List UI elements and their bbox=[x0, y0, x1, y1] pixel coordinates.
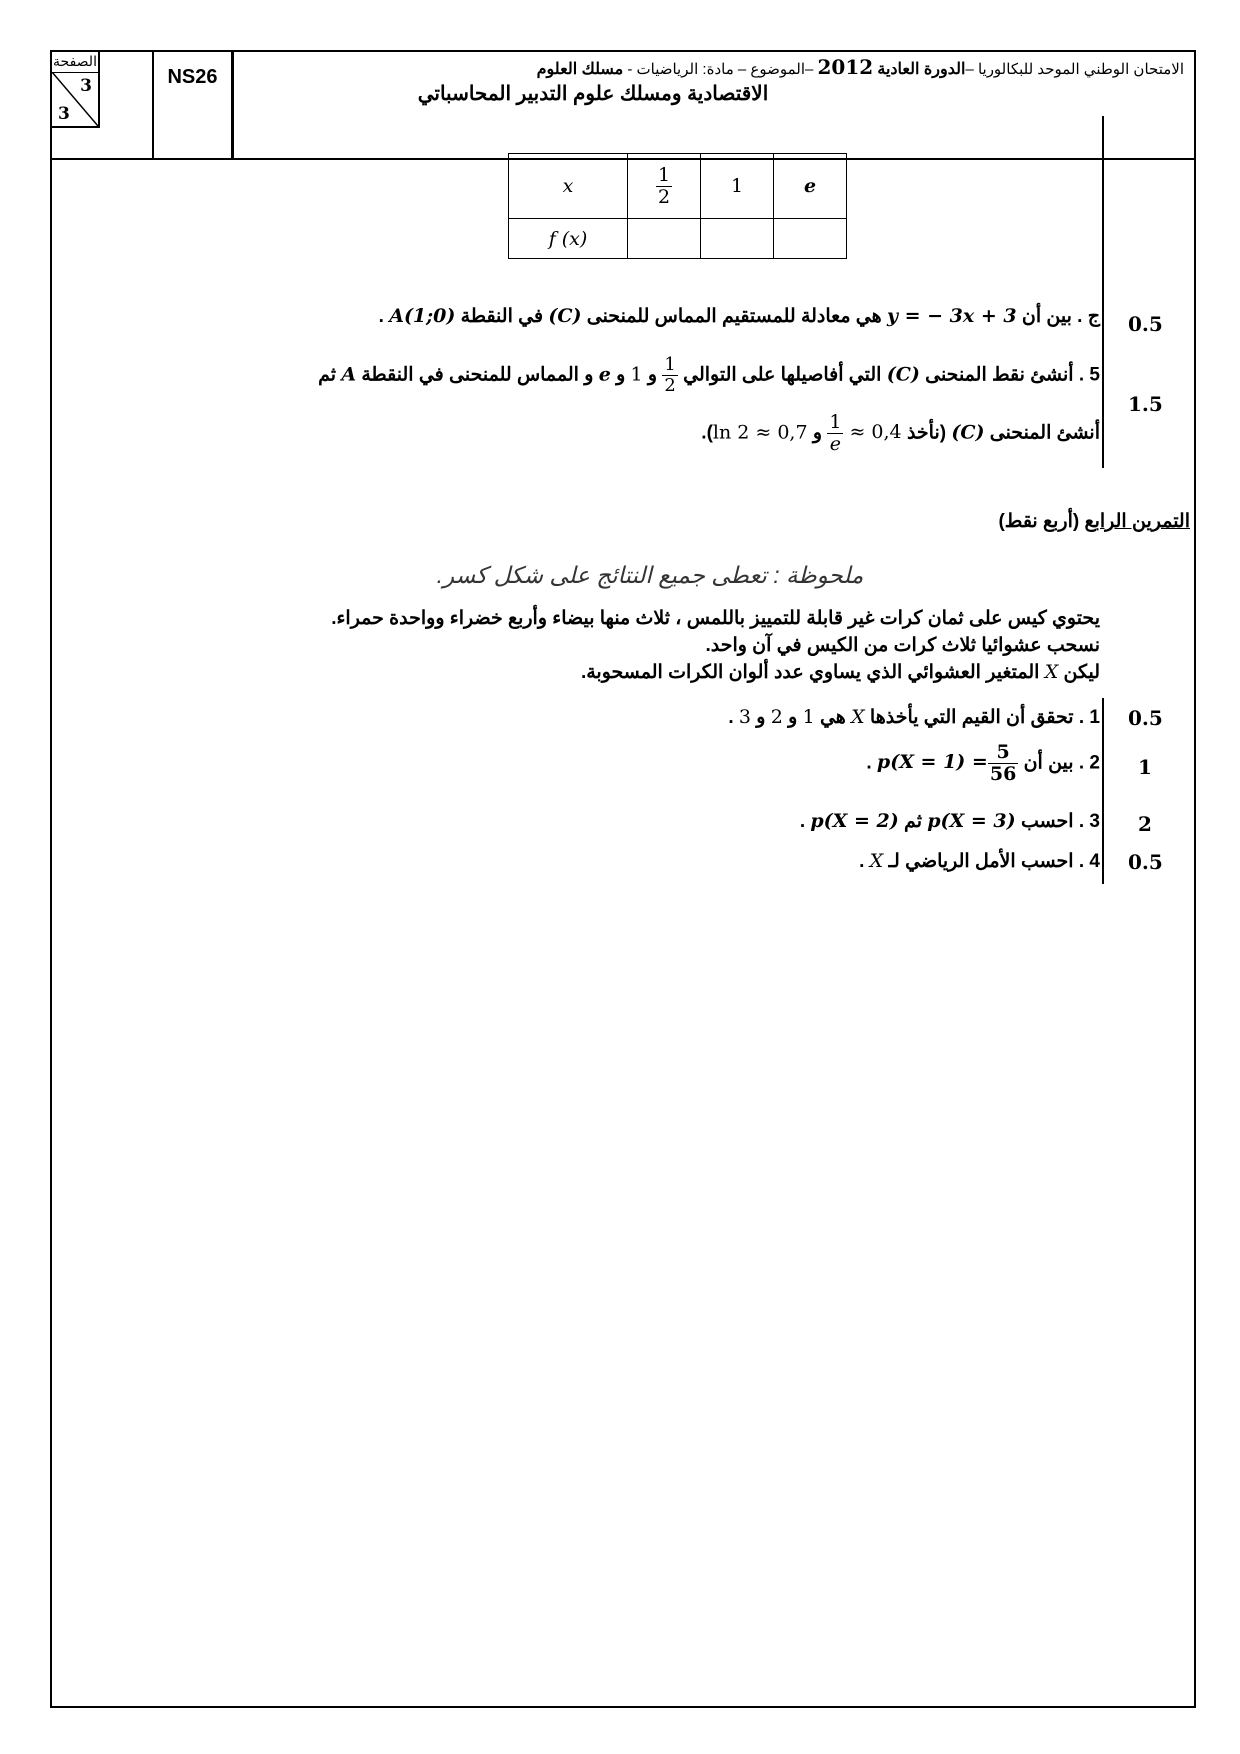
q2-frac-num: 5 bbox=[988, 742, 1018, 764]
header-exam-name: الامتحان الوطني الموحد للبكالوريا – bbox=[965, 61, 1184, 78]
table-empty-cell bbox=[628, 219, 701, 259]
q5-curve: (C) bbox=[886, 363, 920, 386]
q1-end: . bbox=[728, 707, 734, 728]
points-ex4-q2: 1 bbox=[1138, 755, 1152, 779]
q5-text-c: و المماس للمنحنى في النقطة bbox=[361, 364, 594, 386]
table-cell-half bbox=[628, 154, 701, 219]
q2-frac-den: 56 bbox=[989, 762, 1017, 785]
q5-point-A: A bbox=[341, 363, 357, 386]
q5-curve-2: (C) bbox=[951, 421, 985, 444]
q3-text: احسب bbox=[1020, 811, 1074, 832]
ex4-question-4 bbox=[859, 850, 1100, 873]
exercise-4-paragraph-2: نسحب عشوائيا ثلاث كرات من الكيس في آن واحد. bbox=[705, 635, 1100, 656]
points-ex4-q3: 2 bbox=[1138, 812, 1152, 836]
q-c-suffix: في النقطة bbox=[460, 306, 544, 327]
question-5-line-1 bbox=[318, 355, 1100, 396]
q-c-point: A(1;0) bbox=[389, 305, 456, 327]
q4-X: X bbox=[869, 850, 884, 872]
p3-X: X bbox=[1044, 661, 1059, 683]
q5-and-1: و bbox=[647, 364, 658, 386]
page-frame bbox=[50, 50, 1196, 1708]
points-column-divider-1 bbox=[1102, 116, 1104, 468]
q1-v3: 3 bbox=[738, 706, 751, 728]
exercise-4-paragraph-3 bbox=[581, 661, 1100, 684]
q2-expression bbox=[876, 741, 1018, 785]
q3-expr-2: p(X = 2) bbox=[810, 810, 899, 832]
header-text bbox=[242, 56, 1184, 107]
q1-text: تحقق أن القيم التي يأخذها bbox=[869, 707, 1074, 728]
q5-e: e bbox=[598, 363, 611, 386]
exam-header bbox=[50, 50, 1196, 160]
exercise-4-note: ملحوظة : تعطى جميع النتائج على شكل كسر. bbox=[436, 562, 864, 588]
exercise-4-paragraph-1: يحتوي كيس على ثمان كرات غير قابلة للتمييز باللمس ، ثلاث منها بيضاء وأربع خضراء وواحدة حمراء. bbox=[331, 608, 1100, 629]
header-subject: –الموضوع – مادة: الرياضيات - bbox=[623, 61, 814, 78]
table-cell-e: e bbox=[774, 154, 847, 219]
table-cell-one: 1 bbox=[701, 154, 774, 219]
q2-num: 2 . bbox=[1078, 752, 1100, 774]
q2-expr: p(X = 1) = bbox=[876, 751, 988, 774]
exercise-4-title-points: (أربع نقط) bbox=[998, 511, 1085, 532]
q-c-middle: هي معادلة للمستقيم المماس للمنحنى bbox=[586, 306, 882, 327]
exercise-4-title bbox=[998, 510, 1190, 533]
values-table bbox=[508, 153, 847, 259]
approx-num: 1 bbox=[829, 411, 842, 433]
q4-num: 4 . bbox=[1078, 851, 1100, 872]
q1-v2: 2 bbox=[770, 706, 783, 728]
q5-text-d: أنشئ المنحنى bbox=[989, 422, 1100, 444]
q1-v1: 1 bbox=[802, 706, 815, 728]
points-q-c: 0.5 bbox=[1128, 312, 1163, 336]
ex4-question-3 bbox=[800, 810, 1100, 833]
approx-val: ≈ 0,4 bbox=[849, 421, 902, 444]
q3-end: . bbox=[799, 811, 806, 832]
q-c-equation: y = − 3x + 3 bbox=[886, 305, 1017, 327]
header-session: الدورة العادية bbox=[877, 61, 966, 78]
q3-then: ثم bbox=[904, 811, 922, 832]
header-line-1 bbox=[242, 56, 1184, 81]
q5-and-2: و bbox=[616, 364, 626, 386]
table-header-fx: f (x) bbox=[509, 219, 628, 259]
q5-half-den: 2 bbox=[664, 374, 676, 396]
half-denominator: 2 bbox=[657, 185, 671, 208]
p3-prefix: ليكن bbox=[1063, 662, 1100, 683]
points-ex4-q1: 0.5 bbox=[1128, 706, 1163, 730]
table-header-x: x bbox=[509, 154, 628, 219]
q5-take: (نأخذ bbox=[906, 422, 947, 444]
q3-expr-1: p(X = 3) bbox=[927, 810, 1016, 832]
header-year: 2012 bbox=[817, 55, 874, 79]
points-column-divider-2 bbox=[1102, 698, 1104, 884]
approx-den: e bbox=[829, 432, 841, 455]
q5-and-3: و bbox=[812, 422, 823, 444]
q5-text-a: 5 . أنشئ نقط المنحنى bbox=[925, 364, 1100, 386]
q1-and-1: و bbox=[788, 707, 798, 728]
q5-then: ثم bbox=[318, 364, 337, 386]
page-current: 3 bbox=[80, 76, 92, 96]
q-c-curve: (C) bbox=[548, 305, 582, 327]
q2-text: بين أن bbox=[1023, 752, 1074, 774]
question-5-line-2 bbox=[701, 412, 1100, 455]
ex4-question-1 bbox=[728, 706, 1100, 729]
q1-and-2: و bbox=[756, 707, 766, 728]
header-track: مسلك العلوم bbox=[536, 61, 624, 78]
table-empty-cell bbox=[701, 219, 774, 259]
q1-num: 1 . bbox=[1078, 707, 1100, 728]
exercise-4-title-underlined: التمرين الرابع bbox=[1084, 511, 1190, 532]
exam-code: NS26 bbox=[152, 52, 234, 158]
page-total: 3 bbox=[58, 104, 70, 124]
q1-X: X bbox=[851, 706, 865, 728]
q5-half-num: 1 bbox=[664, 354, 676, 375]
header-line-2: الاقتصادية ومسلك علوم التدبير المحاسباتي bbox=[417, 83, 769, 105]
points-ex4-q4: 0.5 bbox=[1128, 850, 1163, 874]
q4-end: . bbox=[859, 851, 865, 872]
q4-text: احسب الأمل الرياضي لـ bbox=[888, 851, 1074, 872]
page-label: الصفحة bbox=[52, 52, 98, 73]
q5-close: ). bbox=[701, 422, 713, 444]
table-empty-cell bbox=[774, 219, 847, 259]
q5-approx-2: ln 2 ≈ 0,7 bbox=[712, 421, 808, 444]
q-c-end: . bbox=[378, 306, 384, 327]
q5-half bbox=[662, 355, 677, 396]
q-c-prefix: ج . بين أن bbox=[1021, 306, 1100, 327]
half-numerator: 1 bbox=[657, 163, 671, 186]
page-number-box bbox=[52, 52, 100, 128]
question-c bbox=[379, 305, 1100, 328]
points-q5: 1.5 bbox=[1128, 392, 1163, 416]
q3-num: 3 . bbox=[1078, 811, 1100, 832]
q1-text-b: هي bbox=[819, 707, 846, 728]
q5-text-b: التي أفاصيلها على التوالي bbox=[683, 364, 882, 386]
q2-end: . bbox=[866, 752, 872, 774]
ex4-question-2 bbox=[866, 742, 1100, 785]
q5-approx-1 bbox=[827, 411, 902, 455]
p3-text: المتغير العشوائي الذي يساوي عدد ألوان الكرات المسحوبة. bbox=[580, 662, 1040, 683]
q5-one: 1 bbox=[630, 363, 643, 386]
